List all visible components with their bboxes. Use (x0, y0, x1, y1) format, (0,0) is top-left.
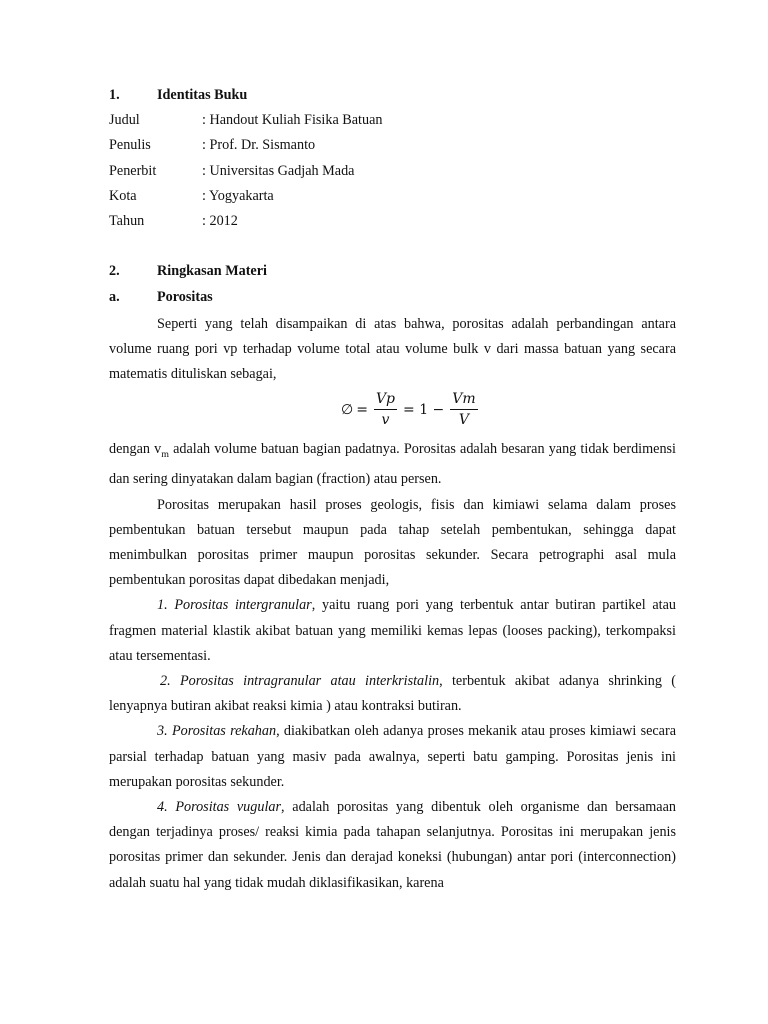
item-title: 1. Porositas intergranular (157, 597, 312, 614)
info-row-penerbit (109, 161, 676, 186)
fraction-denominator: v (381, 412, 390, 429)
document-content (109, 85, 676, 896)
info-row-judul (109, 110, 676, 135)
subsection-number: a. (109, 288, 120, 305)
section-number: 1. (109, 87, 120, 103)
section-title: Ringkasan Materi (157, 263, 267, 280)
subsection-title: Porositas (157, 288, 213, 305)
item-title: 2. Porositas intragranular atau interkristalin (160, 672, 440, 689)
subscript-m: m (161, 449, 169, 461)
fraction-numerator: Vp (374, 391, 397, 410)
info-value: : Yogyakarta (202, 187, 274, 204)
item-title: 4. Porositas vugular (157, 798, 282, 815)
subsection-a-heading (109, 287, 676, 312)
section-number: 2. (109, 263, 120, 280)
paragraph-item-4 (109, 795, 676, 896)
info-value: : Handout Kuliah Fisika Batuan (202, 112, 383, 129)
paragraph-vm-definition (109, 437, 676, 492)
info-key: Judul (109, 112, 140, 129)
phi-symbol: ∅ (341, 401, 354, 418)
item-text: , adalah porositas yang dibentuk oleh organisme dan bersamaan dengan terjadinya proses/ reaksi kimia pada tahapan selanjutnya. Porositas ini merupakan jenis porositas primer dan sekunder. Jenis dan derajad koneksi (hubungan) antar pori (interconnection) adalah suatu hal yang tidak mudah diklasifikasikan, karena (109, 798, 676, 891)
text-segment: dengan v (109, 441, 162, 458)
paragraph-geologis: Porositas merupakan hasil proses geologis, fisis dan kimiawi selama dalam proses pembentukan batuan tersebut maupun pada tahap setelah pembentukan, sehingga dapat menimbulkan porositas primer maupun porositas sekunder. Secara petrographi asal mula pembentukan porositas dapat dibedakan menjadi, (109, 496, 676, 589)
fraction-vm-v (450, 391, 477, 428)
info-key: Tahun (109, 212, 145, 229)
info-key: Kota (109, 187, 137, 204)
formula-expression (341, 391, 481, 428)
spacer (109, 236, 676, 261)
info-row-penulis (109, 135, 676, 160)
item-title: 3. Porositas rekahan (157, 723, 277, 740)
section-2-heading (109, 261, 676, 286)
paragraph-item-2 (109, 669, 676, 719)
fraction-numerator: Vm (450, 391, 477, 410)
item-text: , yaitu ruang pori yang terbentuk antar butiran partikel atau fragmen material klastik akibat batuan yang memiliki kemas lepas (looses packing), terkompaksi atau tersementasi. (109, 597, 677, 664)
info-row-kota (109, 186, 676, 211)
fraction-denominator: V (458, 412, 470, 429)
info-row-tahun (109, 211, 676, 236)
paragraph-item-1 (109, 593, 676, 669)
section-title: Identitas Buku (157, 87, 248, 103)
info-key: Penulis (109, 137, 151, 154)
equals-one-minus: = 1 − (403, 401, 445, 418)
section-1-heading (109, 85, 676, 110)
item-text: , terbentuk akibat adanya shrinking ( lenyapnya butiran akibat reaksi kimia ) atau kontraksi butiran. (109, 672, 676, 715)
info-value: : Prof. Dr. Sismanto (202, 137, 316, 154)
info-value: : Universitas Gadjah Mada (202, 162, 355, 179)
paragraph-intro: Seperti yang telah disampaikan di atas bahwa, porositas adalah perbandingan antara volume ruang pori vp terhadap volume total atau volume bulk v dari massa batuan yang secara matematis dituliskan sebagai, (109, 315, 676, 383)
paragraph-item-3 (109, 719, 676, 795)
info-value: : 2012 (202, 212, 238, 229)
info-key: Penerbit (109, 162, 157, 179)
fraction-vp-v (374, 391, 397, 428)
porosity-formula (109, 387, 676, 437)
item-text: , diakibatkan oleh adanya proses mekanik atau proses kimiawi secara parsial terhadap batuan yang masiv pada awalnya, seperti batu gamping. Porositas jenis ini merupakan porositas sekunder. (109, 723, 676, 790)
equals-sign: = (356, 401, 368, 418)
text-segment: adalah volume batuan bagian padatnya. Porositas adalah besaran yang tidak berdimensi dan sering dinyatakan dalam bagian (fraction) atau persen. (109, 441, 676, 488)
